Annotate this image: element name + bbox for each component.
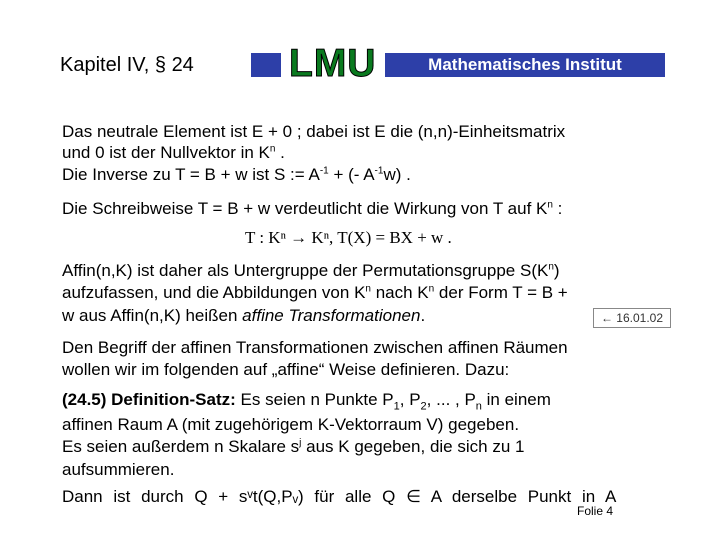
begriff-line-2: wollen wir im folgenden auf „affine“ Weise definieren. Dazu: bbox=[62, 360, 510, 379]
affin-line-3: w aus Affin(n,K) heißen affine Transformationen. bbox=[62, 306, 426, 325]
slide-number: Folie 4 bbox=[577, 504, 614, 518]
definition-line: (24.5) Definition-Satz: Es seien n Punkte $P_1$, $P_2$, ... , $P_n$ in einem bbox=[62, 390, 551, 413]
text-line-4: Die Schreibweise T = B + w verdeutlicht die Wirkung von T auf $K^n$ : bbox=[62, 199, 563, 218]
affine-map-formula: T : Kⁿ → Kⁿ, T(X) = BX + w . bbox=[245, 228, 452, 247]
header-blue-block bbox=[251, 53, 281, 77]
affin-line-1: Affin(n,K) ist daher als Untergruppe der Permutationsgruppe $S(K^n)$ bbox=[62, 261, 560, 280]
aufsummieren-line: aufsummieren. bbox=[62, 460, 175, 479]
lmu-logo: LMU bbox=[289, 42, 377, 85]
skalare-line: Es seien außerdem n Skalare $s^j$ aus K gegeben, die sich zu 1 bbox=[62, 437, 525, 456]
text-line-3: Die Inverse zu T = B + w ist S := $A^{-1}$ + (- $A^{-1}w$) . bbox=[62, 165, 411, 184]
raum-line: affinen Raum A (mit zugehörigem K-Vektorraum V) gegeben. bbox=[62, 415, 520, 434]
begriff-line-1: Den Begriff der affinen Transformationen zwischen affinen Räumen bbox=[62, 338, 568, 357]
institute-banner: Mathematisches Institut bbox=[385, 53, 665, 77]
date-link[interactable]: ← 16.01.02 bbox=[593, 308, 671, 328]
affin-line-2: aufzufassen, und die Abbildungen von $K^n$ nach $K^n$ der Form T = B + bbox=[62, 283, 568, 302]
chapter-title: Kapitel IV, § 24 bbox=[60, 54, 194, 76]
text-line-2: und 0 ist der Nullvektor in $K^n$ . bbox=[62, 143, 285, 162]
text-line-1: Das neutrale Element ist E + 0 ; dabei ist E die (n,n)-Einheitsmatrix bbox=[62, 122, 566, 141]
dann-formula-line: Dann ist durch Q + sᵛt(Q,Pᵥ) für alle Q ∈ A derselbe Punkt in A bbox=[62, 487, 617, 506]
